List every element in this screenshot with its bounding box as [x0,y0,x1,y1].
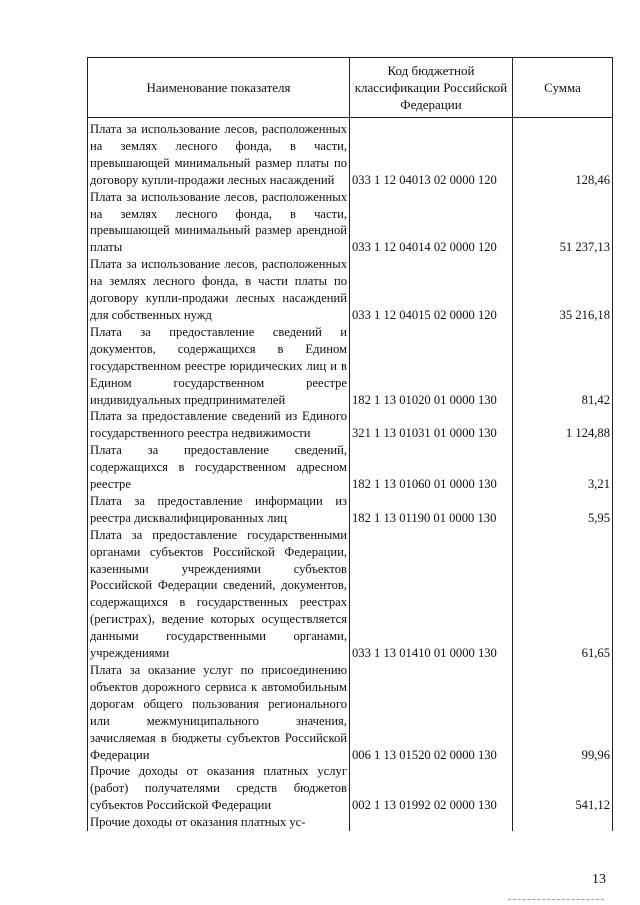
sum-cell: 81,42 [513,324,613,409]
budget-code-cell: 182 1 13 01020 01 0000 130 [350,324,513,409]
sum-cell: 128,46 [513,118,613,189]
indicator-name-cell: Плата за предоставление сведений, содержащихся в государственном адресном реестре [88,442,350,493]
table-row [88,408,613,442]
budget-code-cell: 006 1 13 01520 02 0000 130 [350,662,513,763]
table-row [88,814,613,831]
budget-code-cell [350,814,513,831]
budget-code-cell: 182 1 13 01190 01 0000 130 [350,493,513,527]
budget-code-cell: 033 1 12 04015 02 0000 120 [350,256,513,324]
sum-cell: 5,95 [513,493,613,527]
table-header-row [88,58,613,118]
budget-code-cell: 182 1 13 01060 01 0000 130 [350,442,513,493]
indicator-name-cell: Плата за предоставление информации из реестра дисквалифицированных лиц [88,493,350,527]
table-row [88,324,613,409]
table-row [88,527,613,662]
indicator-name-cell: Плата за оказание услуг по присоединению объектов дорожного сервиса к автомобильным дорогам общего пользования регионального или межмуниципального значения, зачисляемая в бюджеты субъектов Российской Федерации [88,662,350,763]
budget-code-cell: 002 1 13 01992 02 0000 130 [350,763,513,814]
budget-code-cell: 033 1 12 04014 02 0000 120 [350,189,513,257]
header-sum: Сумма [513,58,613,118]
table-row [88,662,613,763]
table-row [88,118,613,189]
sum-cell: 541,12 [513,763,613,814]
page-number: 13 [592,872,606,887]
indicator-name-cell: Плата за предоставление сведений из Единого государственного реестра недвижимости [88,408,350,442]
budget-revenue-table [87,57,613,831]
sum-cell: 35 216,18 [513,256,613,324]
sum-cell: 61,65 [513,527,613,662]
table-row [88,256,613,324]
sum-cell: 51 237,13 [513,189,613,257]
budget-code-cell: 033 1 13 01410 01 0000 130 [350,527,513,662]
indicator-name-cell: Прочие доходы от оказания платных ус- [88,814,350,831]
table-row [88,493,613,527]
budget-code-cell: 321 1 13 01031 01 0000 130 [350,408,513,442]
table-row [88,763,613,814]
sum-cell: 99,96 [513,662,613,763]
indicator-name-cell: Прочие доходы от оказания платных услуг (работ) получателями средств бюджетов субъектов Российской Федерации [88,763,350,814]
indicator-name-cell: Плата за использование лесов, расположенных на землях лесного фонда, в части платы по договору купли-продажи лесных насаждений для собственных нужд [88,256,350,324]
indicator-name-cell: Плата за предоставление государственными органами субъектов Российской Федерации, казенными учреждениями субъектов Российской Федерации сведений, документов, содержащихся в государственных реестрах (регистрах), ведение которых осуществляется данными государственными органами, учреждениями [88,527,350,662]
scan-edge-mark [508,899,604,900]
sum-cell: 1 124,88 [513,408,613,442]
indicator-name-cell: Плата за использование лесов, расположенных на землях лесного фонда, в части, превышающей минимальный размер арендной платы [88,189,350,257]
table-row [88,442,613,493]
sum-cell [513,814,613,831]
header-budget-code: Код бюджетной классификации Российской Федерации [350,58,513,118]
sum-cell: 3,21 [513,442,613,493]
budget-code-cell: 033 1 12 04013 02 0000 120 [350,118,513,189]
indicator-name-cell: Плата за предоставление сведений и документов, содержащихся в Едином государственном реестре юридических лиц и в Едином государственном реестре индивидуальных предпринимателей [88,324,350,409]
table-row [88,189,613,257]
header-indicator-name: Наименование показателя [88,58,350,118]
indicator-name-cell: Плата за использование лесов, расположенных на землях лесного фонда, в части, превышающей минимальный размер платы по договору купли-продажи лесных насаждений [88,118,350,189]
